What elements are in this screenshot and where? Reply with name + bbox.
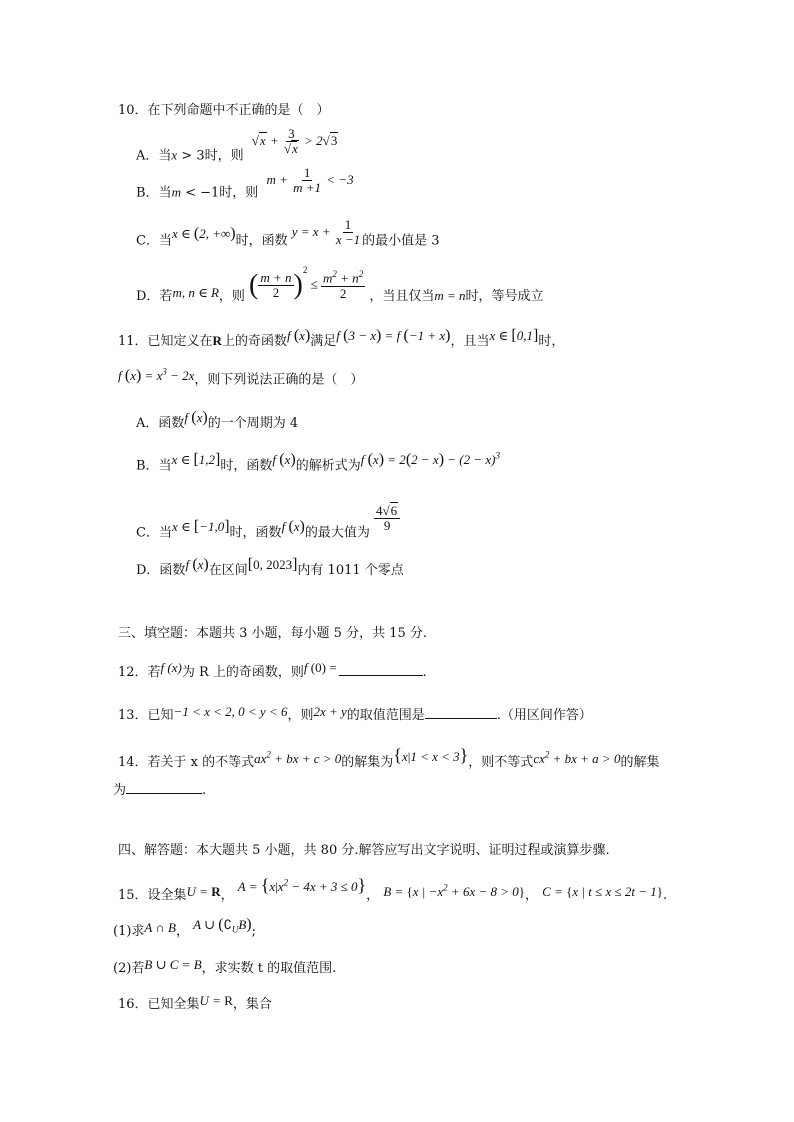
q16-stem: 16．已知全集U = R，集合 xyxy=(118,993,272,1012)
q11-stem-line1: 11．已知定义在R上的奇函数f (x)满足f (3 − x) = f (−1 + x)，且当x ∈ [0,1]时， xyxy=(118,327,565,349)
q10-option-c: C．当x ∈ (2, +∞)时，函数 y = x + $\frac{1}{x -1}$ 的最小值是 3 xyxy=(136,217,440,249)
q10-title: 10．在下列命题中不正确的是（ ） xyxy=(118,103,330,118)
q11-option-c: C．当x ∈ [−1,0]时，函数f (x)的最大值为 $\frac{4√6}{9}$ xyxy=(136,518,400,548)
q11-option-d: D．函数f (x)在区间[0, 2023]内有 1011 个零点 xyxy=(136,556,404,578)
q12-answer-blank[interactable] xyxy=(339,663,423,676)
q10-b-formula: m + $\frac{1}{m +1}$ < −3 xyxy=(266,165,354,196)
q15-stem: 15．设全集U = R， $A = \{x|x^2 - 4x + 3 \le 0\}$， B = {x | $-x^2 + 6x - 8 > 0$}， C = {x | t ≤ x ≤ 2t − 1}. xyxy=(118,875,668,903)
q11-option-b: B．当x ∈ [1,2]时，函数f (x)的解析式为f $(x) = 2(2 - x) - (2 - x)^3$ xyxy=(136,451,500,474)
q10-option-a: A．当x > 3时，则 √x + $\frac{3}{√x}$ > 2√3 xyxy=(136,126,338,164)
q13: 13．已知−1 < x < 2, 0 < y < 6，则2x + y的取值范围是 .（用区间作答） xyxy=(118,704,592,723)
q11-c-formula: $\frac{4√6}{9}$ xyxy=(374,504,400,534)
q15-part1: (1)求A ∩ B， A ∪ $(∁_UB)$; xyxy=(113,916,257,939)
q10-d-formula: ( $\frac{m + n}{2}$ )$^2$ ≤ $\frac{m^2 + n^2}{2}$ xyxy=(249,265,364,301)
q14-line1: 14．若关于 x 的不等式$ax^2$ + bx + c > 0的解集为{x|1 < x < 3}，则不等式$cx^2$ + bx + a > 0的解集 xyxy=(118,745,660,770)
q11-stem-line2: f $(x) = x^3 - 2x$，则下列说法正确的是（ ） xyxy=(118,367,364,388)
q10-option-d: D．若m, n ∈ R，则 ( $\frac{m + n}{2}$ )$^2$ ≤ $\frac{m^2 + n^2}{2}$ ，当且仅当m = n时，等号成立 xyxy=(136,265,544,304)
q14-answer-blank[interactable] xyxy=(126,781,202,794)
q14-line2: 为 . xyxy=(113,783,207,798)
q12: 12．若f (x)为 R 上的奇函数，则f (0) = . xyxy=(118,660,427,680)
q11-option-a: A．函数f (x)的一个周期为 4 xyxy=(136,409,299,431)
q13-answer-blank[interactable] xyxy=(425,706,497,719)
q10-a-formula: √x + $\frac{3}{√x}$ > 2√3 xyxy=(251,126,338,157)
q10-option-b: B．当m < −1时，则 m + $\frac{1}{m +1}$ < −3 xyxy=(136,165,354,201)
section4-heading: 四、解答题：本大题共 5 小题，共 80 分.解答应写出文字说明、证明过程或演算步骤. xyxy=(118,843,610,858)
section3-heading: 三、填空题：本题共 3 小题，每小题 5 分，共 15 分. xyxy=(118,626,428,641)
q10-c-formula: y = x + $\frac{1}{x -1}$ xyxy=(291,217,361,248)
q15-part2: (2)若B ∪ C = B，求实数 t 的取值范围. xyxy=(113,957,337,976)
